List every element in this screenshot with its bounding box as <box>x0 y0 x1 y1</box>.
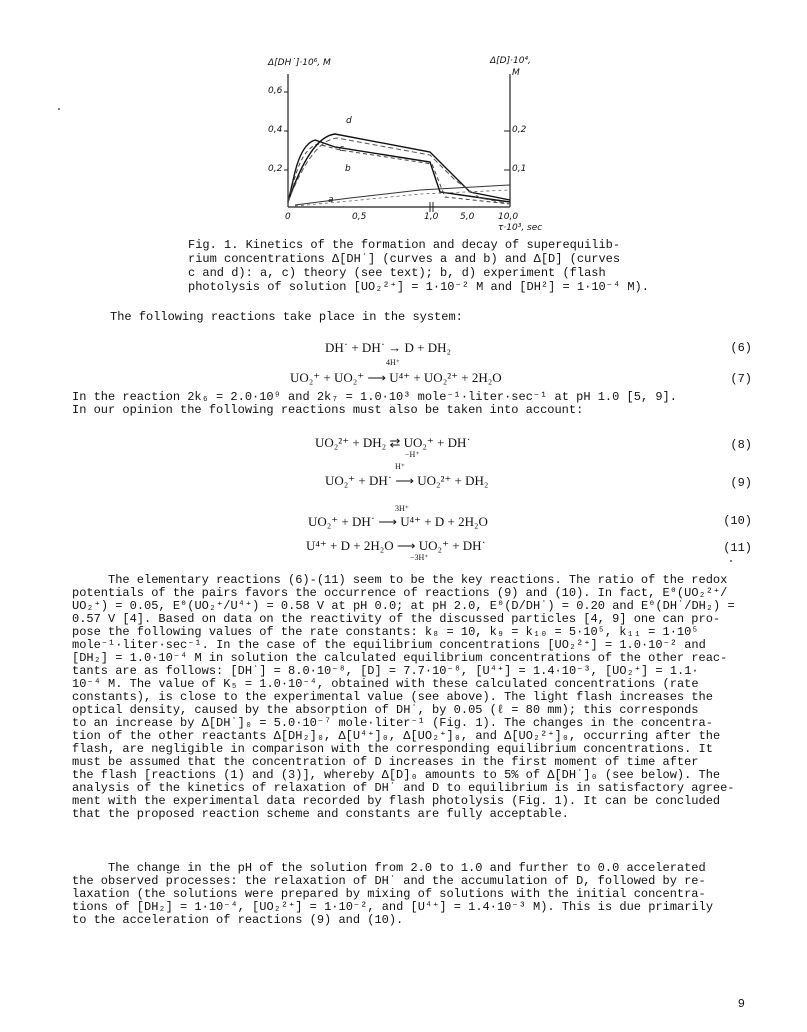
equation-9-condition: H⁺ <box>395 462 405 471</box>
x-tick-label: 1,0 <box>424 212 439 222</box>
y-axis-right-unit: M <box>512 68 520 78</box>
rate-line: In the reaction 2k₆ = 2.0·10⁹ and 2k₇ = 1.0·10³ mole⁻¹·liter·sec⁻¹ at pH 1.0 [5, 9]. <box>72 390 677 404</box>
x-tick-label: 0,5 <box>352 212 367 222</box>
paragraph-line: The elementary reactions (6)-(11) seem to be the key reactions. The ratio of the redox <box>108 573 728 587</box>
caption-line: rium concentrations Δ[DH˙] (curves a and b) and Δ[D] (curves <box>188 252 621 266</box>
equation-number-10: (10) <box>723 514 752 528</box>
equation-11-condition: −3H⁺ <box>410 553 429 562</box>
equation-number-8: (8) <box>730 438 752 452</box>
last-paragraph <box>72 862 762 927</box>
x-tick-label: 0 <box>285 212 291 222</box>
x-tick-label: 5,0 <box>460 212 475 222</box>
paragraph-line: flash, are negligible in comparison with the corresponding equilibrium concentrations. It <box>72 742 713 756</box>
curve-c <box>288 138 510 204</box>
y-axis-right-label: Δ[D]·10⁴, <box>490 56 531 66</box>
speck <box>730 560 732 562</box>
paragraph-line: laxation (the solutions were prepared by mixing of solutions with the initial concentra- <box>72 887 706 901</box>
paragraph-line: the flash [reactions (1) and (3)], whereby Δ[D]₀ amounts to 5% of Δ[DH˙]₀ (see below). The <box>72 768 721 782</box>
equation-number-7: (7) <box>730 372 752 386</box>
main-paragraph <box>72 574 762 821</box>
equation-10: UO₂⁺ + DH˙ ⟶ U⁴⁺ + D + 2H₂O <box>308 514 488 529</box>
kinetics-plot <box>240 52 560 237</box>
paragraph-line: that the proposed reaction scheme and constants are fully acceptable. <box>72 807 569 821</box>
curve-label-b: b <box>345 164 351 174</box>
equation-10-condition: 3H⁺ <box>395 504 409 513</box>
intro-text: The following reactions take place in the system: <box>110 310 463 324</box>
figure-caption <box>188 238 648 294</box>
rate-paragraph <box>72 391 762 417</box>
equation-7: UO₂⁺ + UO₂⁺ ⟶ U⁴⁺ + UO₂²⁺ + 2H₂O <box>290 370 502 385</box>
caption-line: Fig. 1. Kinetics of the formation and decay of superequilib- <box>188 238 621 252</box>
x-axis-label: τ·10³, sec <box>498 223 543 233</box>
paragraph-line: potentials of the pairs favors the occurrence of reactions (9) and (10). In fact, E⁰(UO₂²⁺/ <box>72 586 728 600</box>
paragraph-line: [DH₂] = 1.0·10⁻⁴ M in solution the calculated equilibrium concentrations of the other reac- <box>72 651 728 665</box>
paragraph-line: 0.57 V [4]. Based on data on the reactivity of the discussed particles [4, 9] one can pro- <box>72 612 721 626</box>
paragraph-line: analysis of the kinetics of relaxation of DH˙ and D to equilibrium is in satisfactory agree- <box>72 781 735 795</box>
paragraph-line: tion of the other reactants Δ[DH₂]₀, Δ[U⁴⁺]₀, Δ[UO₂⁺]₀, and Δ[UO₂²⁺]₀, occurring after the <box>72 729 721 743</box>
right-tick-label: 0,1 <box>512 164 527 174</box>
kinetics-figure <box>240 52 560 237</box>
rate-line: In our opinion the following reactions must also be taken into account: <box>72 403 584 417</box>
paragraph-line: 10⁻⁴ M. The value of K₅ = 1.0·10⁻⁴, obtained with these calculated concentrations (rate <box>72 677 699 691</box>
equation-6: DH˙ + DH˙ → D + DH₂ <box>325 340 452 355</box>
equation-number-6: (6) <box>730 341 752 355</box>
curve-label-c: c <box>339 144 344 154</box>
paragraph-line: must be assumed that the concentration of D increases in the first moment of time after <box>72 755 699 769</box>
paragraph-line: to the acceleration of reactions (9) and (10). <box>72 913 404 927</box>
caption-line: photolysis of solution [UO₂²⁺] = 1·10⁻² M and [DH²] = 1·10⁻⁴ M). <box>188 280 649 294</box>
curve-label-a: a <box>328 195 334 205</box>
equation-8-condition: −H⁺ <box>405 450 420 459</box>
equation-9: UO₂⁺ + DH˙ ⟶ UO₂²⁺ + DH₂ <box>325 473 489 488</box>
curve-a <box>288 144 510 204</box>
equation-8: UO₂²⁺ + DH₂ ⇄ UO₂⁺ + DH˙ <box>315 435 471 450</box>
x-tick-label: 10,0 <box>498 212 519 222</box>
paragraph-line: The change in the pH of the solution from 2.0 to 1.0 and further to 0.0 accelerated <box>108 861 706 875</box>
paragraph-line: to an increase by Δ[DH˙]₀ = 5.0·10⁻⁷ mole·liter⁻¹ (Fig. 1). The changes in the concentra- <box>72 716 713 730</box>
caption-line: c and d): a, c) theory (see text); b, d) experiment (flash <box>188 266 606 280</box>
right-tick-label: 0,2 <box>512 125 527 135</box>
paragraph-line: tants are as follows: [DH˙] = 8.0·10⁻⁸, [D] = 7.7·10⁻⁸, [U⁴⁺] = 1.4·10⁻³, [UO₂⁺] = 1.1· <box>72 664 699 678</box>
equation-number-9: (9) <box>730 476 752 490</box>
left-tick-label: 0,2 <box>268 164 283 174</box>
equation-7-condition: 4H⁺ <box>386 358 400 367</box>
paragraph-line: ment with the experimental data recorded by flash photolysis (Fig. 1). It can be concluded <box>72 794 721 808</box>
paragraph-line: mole⁻¹·liter·sec⁻¹. In the case of the equilibrium concentrations [UO₂²⁺] = 1.0·10⁻² and <box>72 638 706 652</box>
paragraph-line: tions of [DH₂] = 1·10⁻⁴, [UO₂²⁺] = 1·10⁻², and [U⁴⁺] = 1.4·10⁻³ M). This is due primarily <box>72 900 714 914</box>
equation-11: U⁴⁺ + D + 2H₂O ⟶ UO₂⁺ + DH˙ <box>306 538 486 553</box>
y-axis-left-label: Δ[DH˙]·10⁶, M <box>268 58 331 68</box>
left-tick-label: 0,6 <box>268 86 283 96</box>
paragraph-line: constants), is close to the experimental value (see above). The light flash increases the <box>72 690 713 704</box>
speck <box>58 108 60 110</box>
paragraph-line: the observed processes: the relaxation of DH˙ and the accumulation of D, followed by re- <box>72 874 706 888</box>
page-number: 9 <box>737 997 745 1011</box>
paragraph-line: optical density, caused by the absorption of DH˙, by 0.05 (ℓ = 80 mm); this corresponds <box>72 703 699 717</box>
paragraph-line: UO₂⁺) = 0.05, E⁰(UO₂⁺/U⁴⁺) = 0.58 V at pH 0.0; at pH 2.0, E⁰(D/DH˙) = 0.20 and E⁰(DH˙/DH₂) = <box>72 599 735 613</box>
curve-label-d: d <box>346 116 352 126</box>
paragraph-line: pose the following values of the rate constants: k₈ = 10, k₉ = k₁₀ = 5·10⁵, k₁₁ = 1·10⁵ <box>72 625 699 639</box>
equation-number-11: (11) <box>723 541 752 555</box>
intro-paragraph <box>110 311 800 324</box>
left-tick-label: 0,4 <box>268 125 283 135</box>
